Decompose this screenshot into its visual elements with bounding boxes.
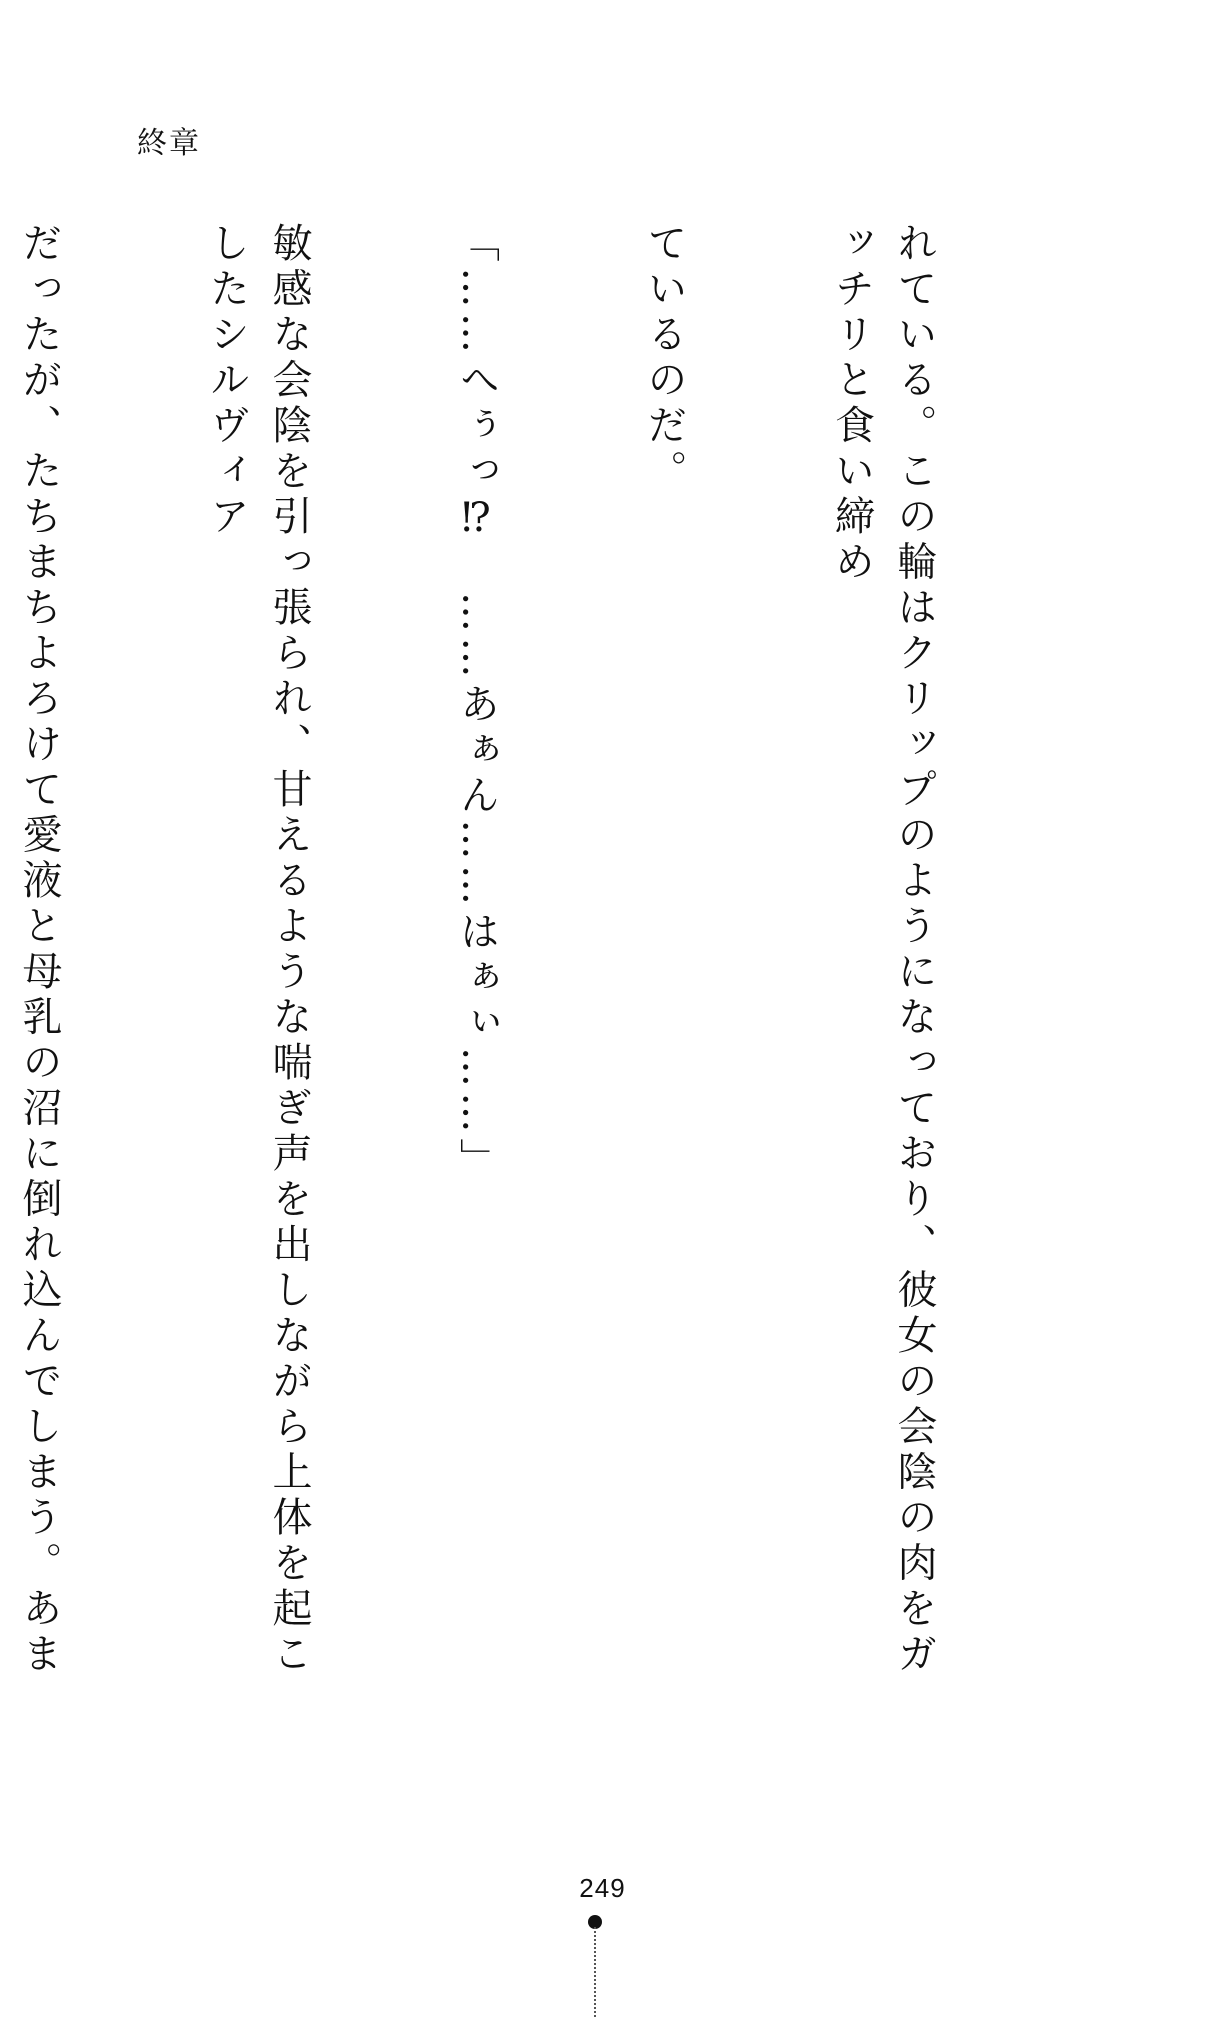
page-marker <box>588 1915 608 2020</box>
text-line: 「……へぅっ⁉ ……あぁん……はぁぃ……」 <box>453 222 500 1184</box>
running-head-chapter: 終章 <box>137 126 201 161</box>
vertical-body-text <box>16 222 1070 1722</box>
text-line: ているのだ。 <box>641 222 687 495</box>
page-marker-stem <box>594 1927 597 2017</box>
text-line: れている。この輪はクリップのようになっており、彼女の会陰の肉をガッチリと食い締め <box>828 222 937 1678</box>
text-line: 敏感な会陰を引っ張られ、甘えるような喘ぎ声を出しながら上体を起こしたシルヴィア <box>203 222 312 1678</box>
page-number: 249 <box>579 1873 626 1903</box>
text-line: だったが、たちまちよろけて愛液と母乳の沼に倒れ込んでしまう。あま <box>16 222 62 1678</box>
